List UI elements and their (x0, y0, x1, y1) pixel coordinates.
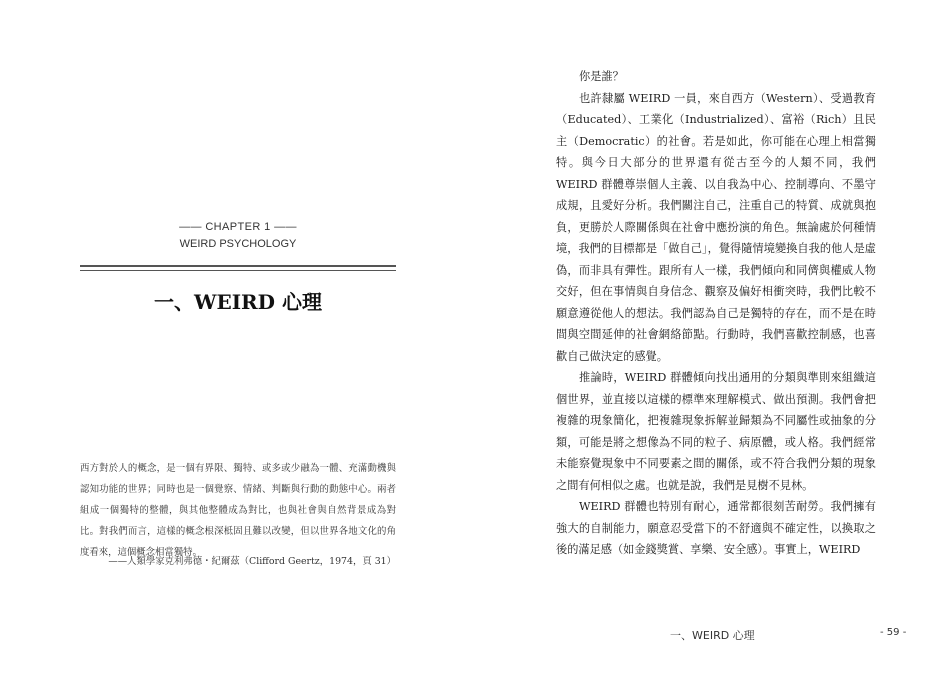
chapter-label: —— CHAPTER 1 —— (179, 221, 297, 233)
epigraph-attribution: ——人類學家克利弗德・紀爾茲（Clifford Geertz，1974，頁 31） (108, 556, 396, 567)
chapter-rule-thick (80, 265, 396, 267)
body-text (556, 66, 876, 561)
page-number: - 59 - (880, 627, 907, 638)
epigraph-quote: 西方對於人的概念，是一個有界限、獨特、或多或少融為一體、充滿動機與認知功能的世界；同時也是一個覺察、情緒、判斷與行動的動態中心。兩者組成一個獨特的整體，與其他整體成為對比，也與社會與自然背景成為對比。對我們而言，這樣的概念根深柢固且難以改變，但以世界各地文化的角度看來，這個概念相當獨特。 (80, 463, 396, 558)
chapter-rule-thin (80, 270, 396, 271)
body-paragraph: 推論時，WEIRD 群體傾向找出通用的分類與準則來組織這個世界，並直接以這樣的標準來理解模式、做出預測。我們會把複雜的現象簡化，把複雜現象拆解並歸類為不同屬性或抽象的分類，可能是將之想像為不同的粒子、病原體，或人格。我們經常未能察覺現象中不同要素之間的關係，或不符合我們分類的現象之間有何相似之處。也就是說，我們是見樹不見林。 (556, 371, 876, 492)
chapter-subtitle: WEIRD PSYCHOLOGY (179, 238, 297, 250)
running-title: 一、WEIRD 心理 (670, 629, 755, 642)
chapter-title: 一、WEIRD 心理 (154, 290, 322, 314)
body-paragraph: 你是誰？ (579, 70, 624, 83)
body-paragraph: WEIRD 群體也特別有耐心，通常都很刻苦耐勞。我們擁有強大的自制能力，願意忍受當下的不舒適與不確定性，以換取之後的滿足感（如金錢獎賞、享樂、安全感）。事實上，WEIRD (556, 500, 876, 556)
body-paragraph: 也許隸屬 WEIRD 一員，來自西方（Western）、受過教育（Educated）、工業化（Industrialized）、富裕（Rich）且民主（Democratic）的社會。若是如此，你可能在心理上相當獨特。與今日大部分的世界還有從古至今的人類不同，我們 WEIRD 群體尊崇個人主義、以自我為中心、控制導向、不墨守成規，且愛好分析。我們關注自己，注重自己的特質、成就與抱負，更勝於人際關係與在社會中應扮演的角色。無論處於何種情境，我們的目標都是「做自己」，覺得隨情境變換自我的他人是虛偽，而非具有彈性。跟所有人一樣，我們傾向和同儕與權威人物交好，但在事情與自身信念、觀察及偏好相衝突時，我們比較不願意遵從他人的想法。我們認為自己是獨特的存在，而不是在時間與空間延伸的社會網絡節點。行動時，我們喜歡控制感，也喜歡自己做決定的感覺。 (556, 91, 876, 363)
